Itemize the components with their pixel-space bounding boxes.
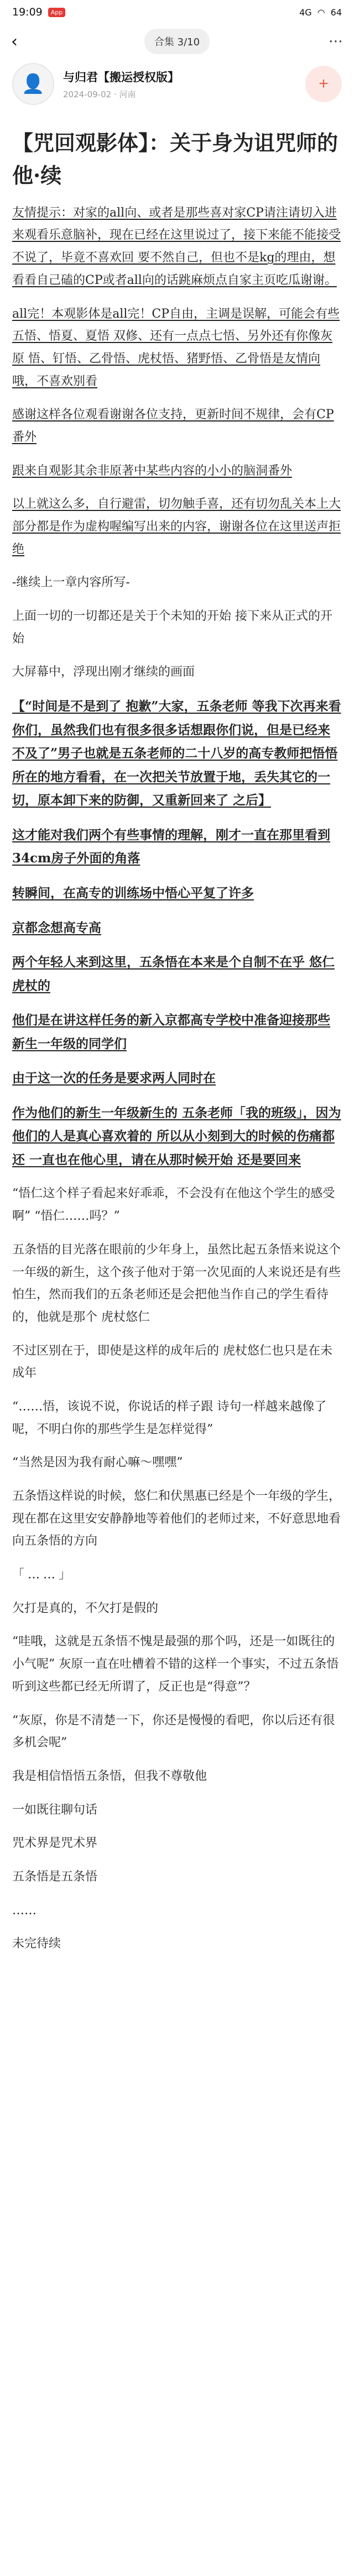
story-highlight: 两个年轻人来到这里，五条悟在本来是个自制不在乎 悠仁虎杖的 [12,955,335,993]
author-meta [63,69,305,100]
collection-label: 合集 3/10 [154,36,200,48]
continue-note: -继续上一章内容所写- [12,576,130,590]
story-paragraph: 我是相信悟悟五条悟，但我不尊敬他 [12,1769,207,1783]
author-avatar[interactable]: 👤 [12,63,54,105]
story-paragraph: “哇哦，这就是五条悟不愧是最强的那个吗，还是一如既往的小气呢” 灰原一直在吐槽着不错的这样一个事实，不过五条悟听到这些都已经无所谓了，反正也是“得意”？ [12,1635,339,1694]
more-icon[interactable]: ⋯ [329,33,343,50]
status-time: 19:09 [12,6,43,18]
back-icon[interactable]: ‹ [11,31,18,51]
story-paragraph: 欠打是真的，不欠打是假的 [12,1601,159,1615]
author-name[interactable]: 与归君【搬运授权版】 [63,70,179,84]
story-highlight: 这才能对我们两个有些事情的理解，刚才一直在那里看到34cm房子外面的角落 [12,827,330,866]
story-paragraph: 「……」 [12,1568,75,1582]
follow-button[interactable]: + [305,66,342,102]
status-bar [0,0,354,24]
battery-icon: 64 [330,7,342,18]
story-highlight: 由于这一次的任务是要求两人同时在 [12,1071,216,1086]
status-left [12,6,65,18]
story-paragraph: 五条悟这样说的时候，悠仁和伏黑惠已经是个一年级的学生，现在都在这里安安静静地等着他们的老师过来，不好意思地看向五条悟的方向 [12,1489,341,1548]
top-nav [0,24,354,59]
article-title: 【咒回观影体】：关于身为诅咒师的他·续 [12,130,339,188]
story-highlight: 【“时间是不是到了 抱歉”大家，五条老师 等我下次再来看你们，虽然我们也有很多很多话想跟你们说，但是已经来不及了”男子也就是五条老师的二十八岁的高专教师把悟悟所在的地方看看，在一次把关节放置于地，丢失其它的一切，原本卸下来的防御，又重新回来了 之后】 [12,699,341,808]
story-paragraph: “……悟，该说不说，你说话的样子跟 诗句一样越来越像了呢，不明白你的那些学生是怎样觉得” [12,1399,327,1436]
status-right [299,7,342,18]
warning-paragraph: 以上就这么多，自行避雷，切勿触手喜，还有切勿乱关本上大部分都是作为虚构喔编写出来的内容，谢谢各位在这里送声拒绝 [12,497,341,556]
story-paragraph: 五条悟的目光落在眼前的少年身上，虽然比起五条悟来说这个一年级的新生，这个孩子他对于第一次见面的人来说还是有些怕生，然而我们的五条老师还是会把他当作自己的学生看待的，他就是那个 虎杖悠仁 [12,1242,341,1324]
signal-icon: 4G [299,7,312,18]
to-be-continued: 未完待续 [12,1937,61,1951]
story-highlight: 转瞬间，在高专的训练场中悟心平复了许多 [12,885,254,900]
wifi-icon: ◠ [317,7,325,18]
story-paragraph: 上面一切的一切都还是关于个未知的开始 接下来从正式的开始 [12,609,332,646]
update-paragraph: 感谢这样各位观看谢谢各位支持，更新时间不规律，会有CP番外 [12,408,334,444]
story-paragraph: 一如既往聊句话 [12,1803,98,1817]
author-date-location: 2024-09-02 · 河南 [63,89,136,99]
story-paragraph: “当然是因为我有耐心嘛～嘿嘿” [12,1456,183,1470]
collection-pill[interactable] [144,29,210,54]
story-paragraph: “灰原，你是不清楚一下，你还是慢慢的看吧，你以后还有很多机会呢” [12,1713,335,1750]
story-paragraph: 大屏幕中，浮现出刚才继续的画面 [12,665,195,679]
author-row [0,59,354,115]
app-badge: App [48,8,66,17]
story-highlight: 他们是在讲这样任务的新入京都高专学校中准备迎接那些新生一年级的同学们 [12,1013,330,1051]
story-paragraph: “悟仁这个样子看起来好乖乖，不会没有在他这个学生的感受啊” “悟仁……吗？” [12,1187,335,1224]
story-paragraph: 不过区别在于，即使是这样的成年后的 虎杖悠仁也只是在未成年 [12,1344,332,1381]
story-paragraph: …… [12,1903,37,1917]
notice-paragraph: 友情提示：对家的all向、或者是那些喜对家CP请注请切入进来观看乐意脑补，现在已经在这里说过了，接下来能不能接受不说了，毕竟不喜欢回 要不然自己，但也不是kg的理由，想看看自己磕的CP或者all向的话跳麻烦点自家主页吃瓜谢谢。 [12,206,341,287]
cp-paragraph: all完！本观影体是all完！CP自由，主调是误解，可能会有些五悟、悟夏、夏悟 双修、还有一点点七悟、另外还有你像灰原 悟、钉悟、乙骨悟、虎杖悟、猪野悟、乙骨悟是友情向哦，不喜欢别看 [12,307,340,388]
story-paragraph: 咒术界是咒术界 [12,1836,98,1851]
story-highlight: 京都念想高专高 [12,920,101,935]
extra-paragraph: 跟来自观影其余非原著中某些内容的小小的脑洞番外 [12,463,293,478]
story-highlight: 作为他们的新生一年级新生的 五条老师「我的班级」，因为他们的人是真心喜欢着的 所以从小刻到大的时候的伤痛都还 一直也在他心里，请在从那时候开始 还是要回来 [12,1105,341,1167]
article [0,127,354,1956]
story-paragraph: 五条悟是五条悟 [12,1869,98,1884]
